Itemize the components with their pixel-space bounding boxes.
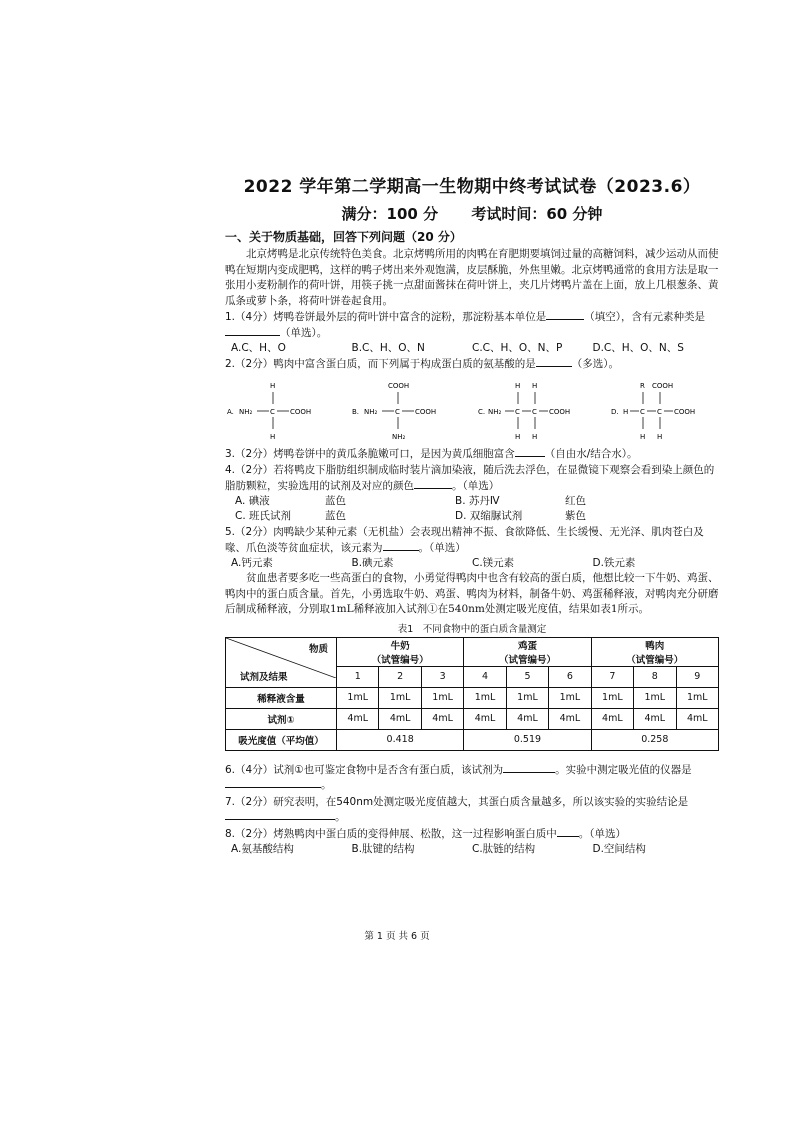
answer-blank[interactable] [546, 319, 584, 320]
svg-text:NH₂: NH₂ [239, 407, 253, 416]
option-a[interactable]: A.氨基酸结构 [231, 843, 294, 855]
answer-blank[interactable] [414, 488, 452, 489]
svg-text:COOH: COOH [548, 407, 570, 416]
question-1-options [225, 341, 719, 356]
option-d-color: 紫色 [565, 510, 586, 522]
svg-text:B.: B. [352, 407, 360, 416]
group-header-duck: 鸭肉 （试管编号） [591, 637, 718, 666]
svg-text:C: C [514, 407, 520, 416]
svg-text:H: H [639, 432, 646, 441]
svg-text:C: C [656, 407, 662, 416]
question-7: 7.（2分）研究表明，在540nm处测定吸光度值越大，其蛋白质含量越多，所以该实验的实验结论是。 [225, 795, 689, 823]
page-footer: 第 1 页 共 6 页 [364, 931, 430, 942]
option-d[interactable]: D.C、H、O、N、S [592, 342, 684, 354]
svg-text:COOH: COOH [673, 407, 696, 416]
answer-blank[interactable] [225, 787, 321, 788]
exam-meta [225, 203, 719, 224]
svg-text:A.: A. [227, 407, 234, 416]
question-5-options [225, 556, 719, 571]
table-row-dilution: 稀释液含量 1mL 1mL 1mL 1mL 1mL 1mL 1mL 1mL 1mL [226, 687, 719, 708]
svg-text:NH₂: NH₂ [487, 407, 501, 416]
svg-text:R: R [639, 381, 645, 390]
exam-time: 考试时间：60 分钟 [471, 205, 603, 223]
answer-blank[interactable] [557, 836, 579, 837]
svg-text:H: H [270, 432, 276, 441]
table-row-tubes: 1 2 3 4 5 6 7 8 9 [226, 666, 719, 687]
intro-paragraph: 北京烤鸭是北京传统特色美食。北京烤鸭所用的肉鸭在育肥期要填饲过量的高糖饲料，减少运动从而使鸭在短期内变成肥鸭，这样的鸭子烤出来外观饱满，皮层酥脆，外焦里嫩。北京烤鸭通常的食用方法是取一张用小麦粉制作的荷叶饼，用筷子挑一点甜面酱抹在荷叶饼上，夹几片烤鸭片盖在上面，放上几根葱条、黄瓜条或萝卜条，将荷叶饼卷起食用。 [225, 248, 719, 307]
svg-text:H: H [270, 381, 276, 390]
svg-text:C.: C. [477, 407, 485, 416]
formula-a[interactable] [225, 376, 335, 444]
question-8: 8.（2分）烤熟鸭肉中蛋白质的变得伸展、松散，这一过程影响蛋白质中 。（单选） [225, 827, 626, 840]
svg-text:H: H [514, 381, 520, 390]
svg-text:COOH: COOH [415, 407, 437, 416]
svg-text:NH₂: NH₂ [392, 432, 406, 441]
svg-text:NH₂: NH₂ [364, 407, 378, 416]
amino-acid-formulas [225, 375, 719, 445]
svg-text:H: H [514, 432, 520, 441]
option-c[interactable]: C.C、H、O、N、P [472, 342, 563, 354]
svg-text:H: H [531, 432, 537, 441]
option-b-color: 红色 [565, 495, 586, 507]
svg-text:H: H [622, 407, 629, 416]
option-a[interactable]: A.C、H、O [231, 342, 286, 354]
question-2: 2.（2分）鸭肉中富含蛋白质，而下列属于构成蛋白质的氨基酸的是 （多选）。 [225, 358, 619, 370]
option-c[interactable]: C.肽链的结构 [472, 843, 536, 855]
svg-text:D.: D. [610, 407, 619, 416]
option-d-reagent[interactable]: D. 双缩脲试剂 [455, 510, 523, 522]
table-row-absorbance: 吸光度值（平均值） 0.418 0.519 0.258 [226, 729, 719, 750]
option-c-color: 蓝色 [325, 510, 346, 522]
svg-text:COOH: COOH [651, 381, 674, 390]
option-d[interactable]: D.铁元素 [592, 557, 636, 569]
table-caption: 表1 不同食物中的蛋白质含量测定 [397, 623, 547, 635]
question-3: 3.（2分）烤鸭卷饼中的黄瓜条脆嫩可口，是因为黄瓜细胞富含 （自由水/结合水）。 [225, 447, 638, 460]
question-4-options [225, 494, 719, 524]
question-1: 1.（4分）烤鸭卷饼最外层的荷叶饼中富含的淀粉，那淀粉基本单位是 （填空），含有元素种类是（单选）。 [225, 311, 705, 339]
question-4: 4.（2分）若将鸭皮下脂肪组织制成临时装片滴加染液，随后洗去浮色，在显微镜下观察会看到染上颜色的脂肪颗粒，实验选用的试剂及对应的颜色 。（单选） [225, 464, 715, 492]
answer-blank[interactable] [225, 819, 335, 820]
svg-text:C: C [531, 407, 537, 416]
section-heading: 一、关于物质基础，回答下列问题（20 分） [225, 230, 462, 244]
option-a-color: 蓝色 [325, 495, 346, 507]
exam-page [225, 172, 719, 857]
question-5: 5.（2分）肉鸭缺少某种元素（无机盐）会表现出精神不振、食欲降低、生长缓慢、无光泽、肌肉苍白及喙、爪色淡等贫血症状，该元素为 。（单选） [225, 526, 704, 554]
svg-text:H: H [656, 432, 663, 441]
answer-blank[interactable] [536, 366, 572, 367]
formula-b[interactable] [350, 376, 460, 444]
exam-title: 2022 学年第二学期高一生物期中终考试试卷（2023.6） [243, 177, 701, 197]
option-b[interactable]: B.碘元素 [351, 557, 394, 569]
table-corner: 物质 试剂及结果 [226, 637, 337, 687]
option-b[interactable]: B.C、H、O、N [351, 342, 425, 354]
formula-c[interactable] [476, 376, 594, 444]
table-row-reagent: 试剂① 4mL 4mL 4mL 4mL 4mL 4mL 4mL 4mL 4mL [226, 708, 719, 729]
option-a-reagent[interactable]: A. 碘液 [235, 495, 270, 507]
svg-text:COOH: COOH [290, 407, 312, 416]
option-c-reagent[interactable]: C. 班氏试剂 [235, 510, 292, 522]
formula-d[interactable] [609, 376, 719, 444]
option-a[interactable]: A.钙元素 [231, 557, 273, 569]
option-c[interactable]: C.镁元素 [472, 557, 515, 569]
svg-text:C: C [270, 407, 275, 416]
option-b[interactable]: B.肽键的结构 [351, 843, 415, 855]
question-8-options [225, 842, 719, 857]
answer-blank[interactable] [383, 550, 419, 551]
answer-blank[interactable] [515, 456, 545, 457]
option-d[interactable]: D.空间结构 [592, 843, 646, 855]
svg-text:C: C [395, 407, 401, 416]
question-6: 6.（4分）试剂①也可鉴定食物中是否含有蛋白质，该试剂为 。实验中测定吸光值的仪器是。 [225, 763, 692, 791]
answer-blank[interactable] [503, 772, 555, 773]
svg-text:COOH: COOH [388, 381, 410, 390]
full-score: 满分：100 分 [341, 205, 439, 223]
option-b-reagent[interactable]: B. 苏丹Ⅳ [455, 495, 500, 507]
protein-table [225, 637, 719, 751]
answer-blank[interactable] [225, 335, 280, 336]
svg-text:H: H [531, 381, 537, 390]
group-header-milk: 牛奶 （试管编号） [337, 637, 464, 666]
svg-text:C: C [639, 407, 645, 416]
group-header-egg: 鸡蛋 （试管编号） [464, 637, 591, 666]
intro-paragraph-2: 贫血患者要多吃一些高蛋白的食物，小勇觉得鸭肉中也含有较高的蛋白质，他想比较一下牛奶、鸡蛋、鸭肉中的蛋白质含量。首先，小勇选取牛奶、鸡蛋、鸭肉为材料，制备牛奶、鸡蛋稀释液，对鸭肉充分研磨后制成稀释液，分别取1mL稀释液加入试剂①在540nm处测定吸光度值，结果如表1所示。 [225, 572, 719, 615]
